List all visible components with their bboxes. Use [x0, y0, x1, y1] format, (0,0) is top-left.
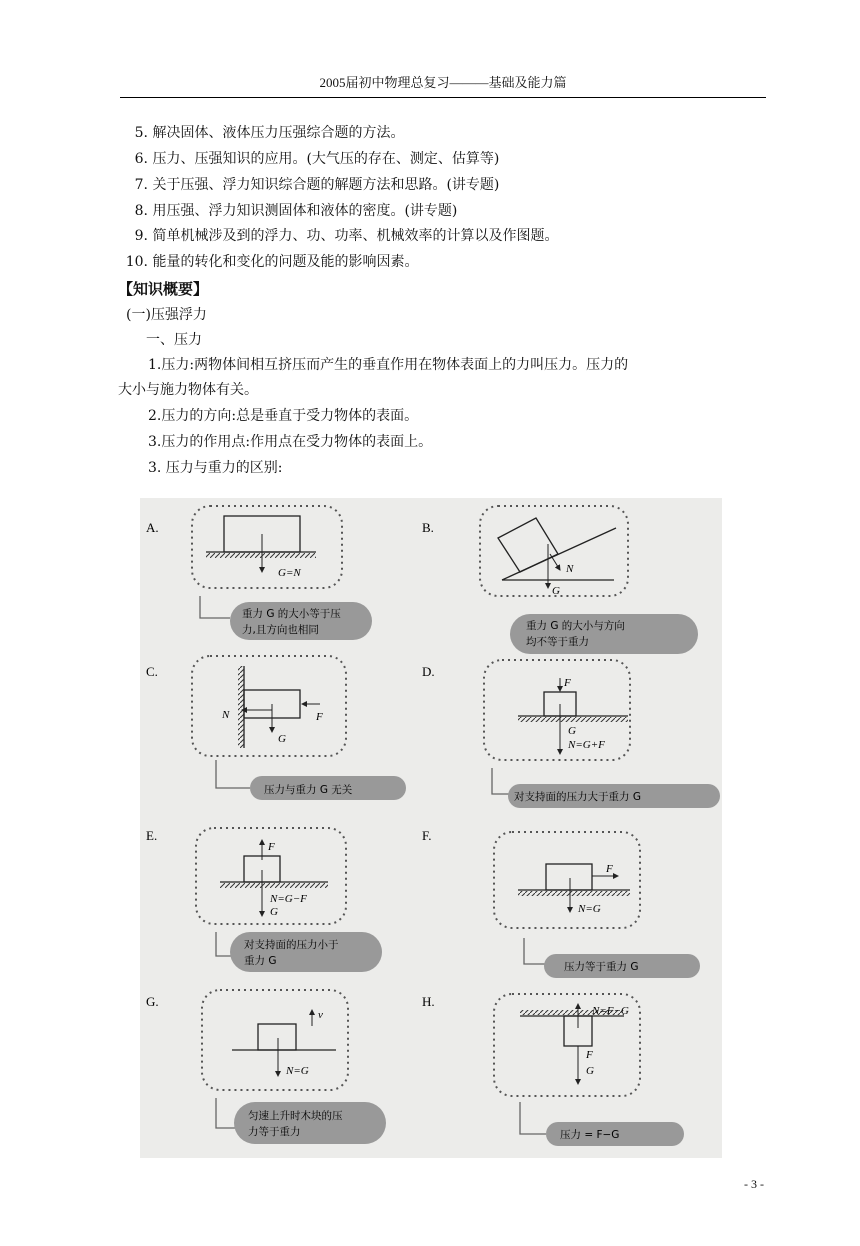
panel-letter: A.: [146, 520, 159, 535]
svg-text:N=F−G: N=F−G: [592, 1005, 629, 1017]
svg-text:重力 G 的大小等于压: 重力 G 的大小等于压: [242, 608, 341, 620]
panel-b: [422, 506, 698, 654]
svg-text:G: G: [586, 1065, 594, 1077]
svg-text:F: F: [316, 711, 323, 723]
page-header: 2005届初中物理总复习———基础及能力篇: [120, 72, 766, 98]
svg-text:压力等于重力 G: 压力等于重力 G: [564, 961, 639, 973]
svg-text:重力 G 的大小与方向: 重力 G 的大小与方向: [526, 620, 625, 632]
panel-h: [422, 994, 684, 1146]
svg-text:G: G: [552, 585, 560, 597]
list-item: 9. 简单机械涉及到的浮力、功、功率、机械效率的计算以及作图题。: [134, 228, 559, 244]
svg-text:G: G: [568, 725, 576, 737]
panel-letter: B.: [422, 520, 434, 535]
svg-text:F: F: [564, 677, 571, 689]
panel-d: [422, 660, 720, 808]
panel-f: [422, 828, 700, 978]
definition-text-cont: 大小与施力物体有关。: [118, 382, 258, 398]
panel-letter: F.: [422, 828, 432, 843]
panel-c: [146, 656, 406, 800]
svg-text:对支持面的压力大于重力 G: 对支持面的压力大于重力 G: [514, 791, 641, 803]
topic-title: 一、压力: [146, 332, 202, 348]
svg-text:力,且方向也相同: 力,且方向也相同: [242, 624, 319, 636]
panel-e: [146, 828, 382, 972]
svg-text:力等于重力: 力等于重力: [248, 1126, 301, 1138]
subsection-title: (一)压强浮力: [126, 307, 207, 323]
point-difference: 3. 压力与重力的区别:: [148, 460, 283, 476]
pressure-gravity-diagram: [140, 498, 722, 1158]
point-action: 3.压力的作用点:作用点在受力物体的表面上。: [148, 434, 433, 450]
list-item: 8. 用压强、浮力知识测固体和液体的密度。(讲专题): [134, 203, 458, 219]
svg-text:N=G−F: N=G−F: [270, 893, 307, 905]
point-direction: 2.压力的方向:总是垂直于受力物体的表面。: [148, 408, 419, 424]
definition-text: 1.压力:两物体间相互挤压而产生的垂直作用在物体表面上的力叫压力。压力的: [148, 357, 629, 373]
svg-text:N=G: N=G: [578, 903, 601, 915]
svg-text:F: F: [586, 1049, 593, 1061]
list-item: 6. 压力、压强知识的应用。(大气压的存在、测定、估算等): [134, 151, 500, 167]
list-item: 7. 关于压强、浮力知识综合题的解题方法和思路。(讲专题): [134, 177, 500, 193]
svg-text:v: v: [318, 1009, 323, 1021]
svg-text:N=G: N=G: [286, 1065, 309, 1077]
svg-text:均不等于重力: 均不等于重力: [526, 636, 589, 648]
panel-letter: D.: [422, 664, 435, 679]
svg-text:压力 = F−G: 压力 = F−G: [560, 1129, 620, 1141]
svg-text:N: N: [222, 709, 230, 721]
section-title: 【知识概要】: [118, 280, 209, 298]
panel-g: [146, 990, 386, 1144]
panel-a: [146, 506, 372, 640]
svg-text:对支持面的压力小于: 对支持面的压力小于: [244, 939, 339, 951]
label: G=N: [278, 567, 301, 579]
panel-letter: G.: [146, 994, 159, 1009]
svg-text:F: F: [606, 863, 613, 875]
svg-text:F: F: [268, 841, 275, 853]
svg-text:重力 G: 重力 G: [244, 955, 277, 967]
page-number: - 3 -: [744, 1177, 764, 1191]
panel-letter: C.: [146, 664, 158, 679]
panel-letter: E.: [146, 828, 158, 843]
svg-text:压力与重力 G 无关: 压力与重力 G 无关: [264, 784, 353, 796]
list-item: 5. 解决固体、液体压力压强综合题的方法。: [134, 125, 405, 141]
svg-text:G: G: [278, 733, 286, 745]
svg-text:匀速上升时木块的压: 匀速上升时木块的压: [248, 1110, 343, 1122]
svg-text:N=G+F: N=G+F: [568, 739, 605, 751]
panel-letter: H.: [422, 994, 435, 1009]
list-item: 10. 能量的转化和变化的问题及能的影响因素。: [125, 254, 419, 270]
svg-text:G: G: [270, 906, 278, 918]
svg-text:N: N: [566, 563, 574, 575]
